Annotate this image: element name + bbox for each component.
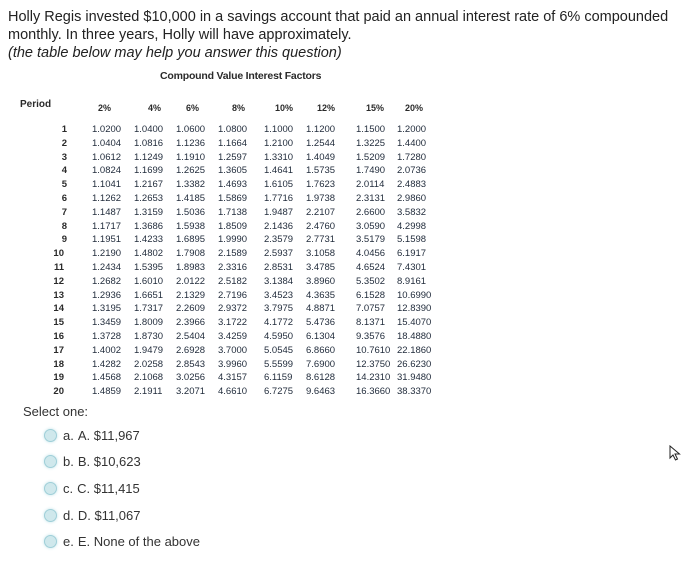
factor-cell: 2.5937 bbox=[264, 248, 294, 260]
factor-cell: 1.1000 bbox=[264, 124, 294, 135]
factor-cell: 1.7317 bbox=[134, 303, 164, 315]
factor-cell: 1.2100 bbox=[264, 137, 294, 149]
factor-cell: 1.1664 bbox=[218, 137, 248, 149]
option-letter: a. bbox=[63, 427, 74, 443]
option-text: C. $11,415 bbox=[77, 480, 140, 496]
factor-cell: 3.9960 bbox=[218, 358, 248, 370]
factor-cell: 3.7000 bbox=[218, 344, 248, 356]
factor-cell: 6.7275 bbox=[264, 386, 294, 398]
factor-cell: 3.4785 bbox=[306, 262, 336, 273]
factor-cell: 1.8983 bbox=[176, 262, 206, 273]
period-cell: 2 bbox=[61, 137, 67, 149]
rate-header: 6% bbox=[186, 103, 200, 113]
period-cell: 9 bbox=[61, 234, 67, 246]
rate-header: 8% bbox=[232, 103, 246, 113]
question-line-1: Holly Regis invested $10,000 in a savings account that paid an annual interest rate of 6% compounded bbox=[8, 9, 669, 25]
factor-cell: 1.5036 bbox=[176, 206, 206, 218]
radio-button-icon[interactable] bbox=[44, 482, 57, 495]
factor-cell: 1.4049 bbox=[306, 151, 336, 163]
factor-cell: 2.0258 bbox=[134, 358, 164, 370]
radio-button-icon[interactable] bbox=[44, 535, 57, 548]
factor-cell: 12.3750 bbox=[356, 358, 391, 370]
factor-cell: 1.2653 bbox=[134, 193, 164, 204]
factor-cell: 4.3157 bbox=[218, 372, 248, 384]
factor-cell: 2.7731 bbox=[306, 234, 336, 246]
factor-cell: 6.1528 bbox=[356, 289, 386, 301]
period-cell: 17 bbox=[53, 344, 64, 356]
period-cell: 10 bbox=[53, 248, 64, 260]
factor-cell: 6.1159 bbox=[264, 372, 293, 384]
factor-cell: 1.3159 bbox=[134, 206, 164, 218]
factor-cell: 14.2310 bbox=[356, 372, 391, 384]
factor-cell: 1.6895 bbox=[176, 234, 206, 246]
factor-cell: 4.2998 bbox=[397, 220, 427, 232]
factor-cell: 1.1200 bbox=[306, 124, 336, 135]
factor-cell: 1.0200 bbox=[92, 124, 122, 135]
factor-cell: 1.1910 bbox=[176, 151, 206, 163]
rate-header: 15% bbox=[366, 103, 385, 113]
factor-cell: 1.7716 bbox=[264, 193, 294, 204]
factor-cell: 2.1068 bbox=[134, 372, 164, 384]
period-cell: 6 bbox=[61, 193, 67, 204]
factor-cell: 2.8531 bbox=[264, 262, 294, 273]
factor-cell: 1.4400 bbox=[397, 137, 427, 149]
factor-cell: 8.6128 bbox=[306, 372, 336, 384]
factor-cell: 2.6600 bbox=[356, 206, 386, 218]
factor-cell: 10.6990 bbox=[397, 289, 432, 301]
factor-cell: 1.3605 bbox=[218, 165, 248, 177]
factor-cell: 3.5179 bbox=[356, 234, 386, 246]
factor-cell: 1.6105 bbox=[264, 179, 294, 191]
factor-cell: 1.0600 bbox=[176, 124, 206, 135]
factor-cell: 2.7196 bbox=[218, 289, 248, 301]
factor-cell: 2.1329 bbox=[176, 289, 206, 301]
factor-cell: 6.1304 bbox=[306, 331, 336, 342]
factor-cell: 1.8009 bbox=[134, 317, 164, 329]
factor-cell: 8.1371 bbox=[356, 317, 386, 329]
factor-cell: 4.8871 bbox=[306, 303, 336, 315]
factor-cell: 5.0545 bbox=[264, 344, 294, 356]
period-cell: 13 bbox=[53, 289, 64, 301]
rate-header: 4% bbox=[148, 103, 162, 113]
option-letter: c. bbox=[63, 480, 74, 496]
factor-cell: 1.3686 bbox=[134, 220, 164, 232]
factor-cell: 8.9161 bbox=[397, 275, 427, 287]
select-one-label: Select one: bbox=[23, 404, 89, 419]
factor-cell: 1.0824 bbox=[92, 165, 122, 177]
factor-cell: 1.2544 bbox=[306, 137, 336, 149]
period-cell: 14 bbox=[53, 303, 64, 315]
factor-cell: 4.3635 bbox=[306, 289, 336, 301]
period-cell: 11 bbox=[53, 262, 64, 273]
factor-cell: 1.3225 bbox=[356, 137, 386, 149]
factor-cell: 1.1236 bbox=[176, 137, 206, 149]
factor-cell: 5.4736 bbox=[306, 317, 336, 329]
factor-cell: 5.3502 bbox=[356, 275, 386, 287]
factor-cell: 1.1041 bbox=[92, 179, 122, 191]
answer-option[interactable] bbox=[44, 477, 140, 499]
factor-cell: 2.9372 bbox=[218, 303, 248, 315]
period-cell: 7 bbox=[61, 206, 67, 218]
option-text: E. None of the above bbox=[77, 533, 200, 549]
question-line-2: monthly. In three years, Holly will have approximately. bbox=[8, 27, 352, 43]
factor-cell: 10.7610 bbox=[356, 344, 391, 356]
factor-cell: 2.1589 bbox=[218, 248, 248, 260]
period-cell: 1 bbox=[61, 124, 67, 135]
factor-cell: 1.1699 bbox=[134, 165, 164, 177]
factor-cell: 1.3459 bbox=[92, 317, 122, 329]
rate-header: 12% bbox=[317, 103, 336, 113]
period-cell: 12 bbox=[53, 275, 64, 287]
period-cell: 8 bbox=[61, 220, 67, 232]
factor-cell: 3.4259 bbox=[218, 331, 248, 342]
factor-cell: 1.7490 bbox=[356, 165, 386, 177]
factor-cell: 5.5599 bbox=[264, 358, 294, 370]
factor-cell: 1.9487 bbox=[264, 206, 294, 218]
factor-cell: 2.2609 bbox=[176, 303, 206, 315]
factor-cell: 1.1717 bbox=[92, 220, 122, 232]
period-cell: 15 bbox=[53, 317, 64, 329]
period-cell: 18 bbox=[53, 358, 64, 370]
factor-cell: 1.9479 bbox=[134, 344, 164, 356]
factor-cell: 1.4568 bbox=[92, 372, 122, 384]
factor-cell: 1.5209 bbox=[356, 151, 386, 163]
option-letter: b. bbox=[63, 453, 74, 469]
factor-cell: 1.8730 bbox=[134, 331, 164, 342]
factor-cell: 2.8543 bbox=[176, 358, 206, 370]
answer-option[interactable] bbox=[44, 530, 200, 552]
answer-option[interactable] bbox=[44, 450, 141, 472]
factor-cell: 26.6230 bbox=[397, 358, 432, 370]
factor-cell: 16.3660 bbox=[356, 386, 391, 398]
factor-cell: 15.4070 bbox=[397, 317, 432, 329]
table-title: Compound Value Interest Factors bbox=[160, 70, 322, 82]
factor-cell: 9.3576 bbox=[356, 331, 386, 342]
factor-cell: 1.5735 bbox=[306, 165, 336, 177]
factor-cell: 1.9738 bbox=[306, 193, 336, 204]
factor-cell: 6.1917 bbox=[397, 248, 427, 260]
factor-cell: 1.3195 bbox=[92, 303, 122, 315]
factor-cell: 1.8509 bbox=[218, 220, 248, 232]
factor-cell: 3.4523 bbox=[264, 289, 294, 301]
factor-cell: 5.1598 bbox=[397, 234, 427, 246]
factor-cell: 3.1722 bbox=[218, 317, 248, 329]
factor-cell: 6.8660 bbox=[306, 344, 336, 356]
factor-cell: 1.4693 bbox=[218, 179, 248, 191]
factor-cell: 1.6010 bbox=[134, 275, 164, 287]
factor-cell: 1.2434 bbox=[92, 262, 122, 273]
period-cell: 16 bbox=[53, 331, 64, 342]
rate-header: 10% bbox=[275, 103, 294, 113]
factor-cell: 3.1384 bbox=[264, 275, 294, 287]
factor-cell: 1.2625 bbox=[176, 165, 206, 177]
factor-cell: 9.6463 bbox=[306, 386, 336, 398]
factor-cell: 1.3310 bbox=[264, 151, 294, 163]
factor-cell: 12.8390 bbox=[397, 303, 432, 315]
rate-header: 20% bbox=[405, 103, 424, 113]
period-cell: 3 bbox=[61, 151, 67, 163]
factor-cell: 1.4802 bbox=[134, 248, 164, 260]
radio-button-icon[interactable] bbox=[44, 455, 57, 468]
factor-cell: 3.5832 bbox=[397, 206, 427, 218]
factor-cell: 38.3370 bbox=[397, 386, 432, 398]
question-text bbox=[8, 8, 688, 62]
factor-cell: 1.1951 bbox=[92, 234, 122, 246]
factor-cell: 1.2936 bbox=[92, 289, 122, 301]
factor-cell: 31.9480 bbox=[397, 372, 432, 384]
factor-cell: 7.4301 bbox=[397, 262, 427, 273]
radio-button-icon[interactable] bbox=[44, 429, 57, 442]
option-text: D. $11,067 bbox=[77, 507, 141, 523]
factor-cell: 2.9860 bbox=[397, 193, 427, 204]
factor-cell: 1.7138 bbox=[218, 206, 248, 218]
option-letter: d. bbox=[63, 507, 74, 523]
factor-cell: 1.5938 bbox=[176, 220, 206, 232]
factor-cell: 2.3579 bbox=[264, 234, 294, 246]
factor-cell: 2.5404 bbox=[176, 331, 206, 342]
factor-cell: 4.6524 bbox=[356, 262, 386, 273]
factor-cell: 1.9990 bbox=[218, 234, 248, 246]
factor-cell: 2.6928 bbox=[176, 344, 206, 356]
factor-cell: 2.1911 bbox=[134, 386, 163, 398]
factor-cell: 1.2597 bbox=[218, 151, 248, 163]
factor-cell: 2.0114 bbox=[356, 179, 385, 191]
rate-header: 2% bbox=[98, 103, 112, 113]
option-letter: e. bbox=[63, 533, 74, 549]
period-cell: 5 bbox=[61, 179, 67, 191]
factor-cell: 1.2167 bbox=[134, 179, 164, 191]
factor-cell: 2.3131 bbox=[356, 193, 386, 204]
question-note: (the table below may help you answer this question) bbox=[8, 45, 342, 61]
factor-cell: 22.1860 bbox=[397, 344, 432, 356]
period-cell: 4 bbox=[61, 165, 67, 177]
factor-cell: 3.7975 bbox=[264, 303, 294, 315]
factor-cell: 1.0400 bbox=[134, 124, 164, 135]
factor-cell: 1.4859 bbox=[92, 386, 122, 398]
factor-cell: 1.6651 bbox=[134, 289, 164, 301]
factor-cell: 2.4883 bbox=[397, 179, 427, 191]
factor-cell: 1.2190 bbox=[92, 248, 122, 260]
factor-cell: 1.0816 bbox=[134, 137, 164, 149]
period-cell: 20 bbox=[53, 386, 64, 398]
factor-cell: 4.0456 bbox=[356, 248, 386, 260]
factor-cell: 2.3966 bbox=[176, 317, 206, 329]
period-cell: 19 bbox=[53, 372, 64, 384]
factor-cell: 2.4760 bbox=[306, 220, 336, 232]
factor-cell: 3.1058 bbox=[306, 248, 336, 260]
answer-option[interactable] bbox=[44, 504, 140, 526]
factor-cell: 1.3728 bbox=[92, 331, 122, 342]
factor-cell: 4.5950 bbox=[264, 331, 294, 342]
radio-button-icon[interactable] bbox=[44, 509, 57, 522]
factor-cell: 18.4880 bbox=[397, 331, 432, 342]
factor-cell: 1.2000 bbox=[397, 124, 427, 135]
factor-cell: 4.1772 bbox=[264, 317, 294, 329]
mouse-cursor-icon bbox=[669, 445, 683, 466]
factor-cell: 1.0800 bbox=[218, 124, 248, 135]
factor-cell: 1.7908 bbox=[176, 248, 206, 260]
option-text: A. $11,967 bbox=[77, 427, 140, 443]
factor-cell: 2.1436 bbox=[264, 220, 294, 232]
option-text: B. $10,623 bbox=[77, 453, 141, 469]
factor-cell: 1.4185 bbox=[176, 193, 206, 204]
factor-cell: 1.1500 bbox=[356, 124, 386, 135]
factor-cell: 1.0404 bbox=[92, 137, 122, 149]
factor-cell: 1.0612 bbox=[92, 151, 122, 163]
factor-cell: 3.0256 bbox=[176, 372, 206, 384]
factor-cell: 1.7280 bbox=[397, 151, 427, 163]
factor-cell: 2.0736 bbox=[397, 165, 427, 177]
factor-cell: 2.5182 bbox=[218, 275, 248, 287]
factor-cell: 1.5395 bbox=[134, 262, 164, 273]
factor-cell: 1.2682 bbox=[92, 275, 122, 287]
factor-cell: 1.4233 bbox=[134, 234, 164, 246]
factor-cell: 3.8960 bbox=[306, 275, 336, 287]
factor-cell: 7.6900 bbox=[306, 358, 336, 370]
factor-cell: 1.1249 bbox=[134, 151, 164, 163]
factor-cell: 1.1487 bbox=[92, 206, 122, 218]
factor-cell: 1.4282 bbox=[92, 358, 122, 370]
factor-cell: 1.4641 bbox=[264, 165, 294, 177]
factor-cell: 2.3316 bbox=[218, 262, 248, 273]
factor-cell: 3.2071 bbox=[176, 386, 206, 398]
factor-cell: 1.3382 bbox=[176, 179, 206, 191]
factor-cell: 2.2107 bbox=[306, 206, 336, 218]
factor-cell: 4.6610 bbox=[218, 386, 248, 398]
factor-cell: 1.1262 bbox=[92, 193, 122, 204]
factor-cell: 1.7623 bbox=[306, 179, 336, 191]
factor-cell: 2.0122 bbox=[176, 275, 206, 287]
factor-cell: 1.5869 bbox=[218, 193, 248, 204]
answer-option[interactable] bbox=[44, 424, 140, 446]
period-header: Period bbox=[20, 99, 52, 110]
factor-cell: 7.0757 bbox=[356, 303, 386, 315]
factor-cell: 3.0590 bbox=[356, 220, 386, 232]
factor-cell: 1.4002 bbox=[92, 344, 122, 356]
